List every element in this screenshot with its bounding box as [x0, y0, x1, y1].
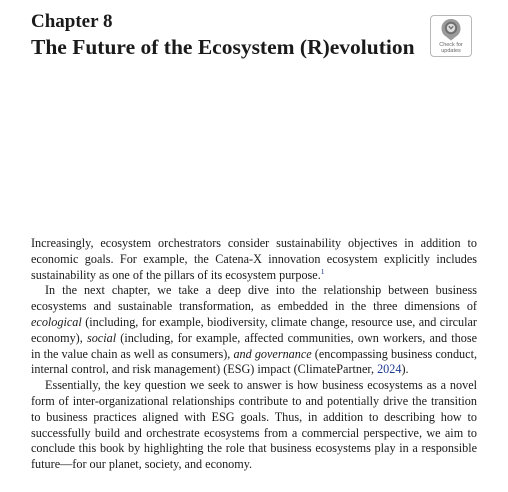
badge-label-line2: updates: [441, 48, 461, 54]
term-social: social: [86, 330, 117, 345]
term-governance: and governance: [233, 346, 312, 361]
paragraph-2-text-d: (encompassing business conduct, internal control, and risk management) (ESG) impact (ClimatePartner,: [31, 346, 477, 377]
paragraph-1: [31, 236, 477, 283]
paragraph-2-text-e: ).: [401, 362, 409, 377]
paragraph-2-text-b: (including, for example, biodiversity, climate change, resource use, and circular economy),: [31, 314, 477, 345]
paragraph-2-text-a: In the next chapter, we take a deep dive into the relationship between business ecosystems and sustainable transformation, as embedded in the three dimensions of: [31, 283, 477, 314]
term-ecological: ecological: [31, 314, 82, 329]
paragraph-3: Essentially, the key question we seek to answer is how business ecosystems as a novel form of inter-organizational relationships contribute to and potentially drive the transition to business practices aligned with ESG goals. Thus, in addition to describing how to successfully build and orchestrate ecosystems from a commercial perspective, we aim to conclude this book by highlighting the role that business ecosystems play in a responsible future—for our planet, society, and economy.: [31, 378, 477, 472]
chapter-title: The Future of the Ecosystem (R)evolution: [31, 35, 415, 59]
chapter-label: Chapter 8: [31, 11, 113, 32]
footnote-1-link[interactable]: 1: [320, 266, 325, 276]
paragraph-2: [31, 283, 477, 378]
check-for-updates-badge[interactable]: [430, 15, 472, 57]
badge-label-line1: Check for: [439, 42, 463, 48]
chapter-body: [31, 236, 477, 473]
paragraph-1-text: Increasingly, ecosystem orchestrators consider sustainability objectives in addition to economic goals. For example, the Catena-X innovation ecosystem explicitly includes sustainability as one of the pillars of its ecosystem purpose.: [31, 236, 477, 282]
citation-year-link[interactable]: 2024: [377, 362, 402, 377]
paragraph-2-text-c: (including, for example, affected communities, own workers, and those in the value chain as well as consumers),: [31, 330, 478, 361]
check-for-updates-icon: [440, 18, 462, 42]
